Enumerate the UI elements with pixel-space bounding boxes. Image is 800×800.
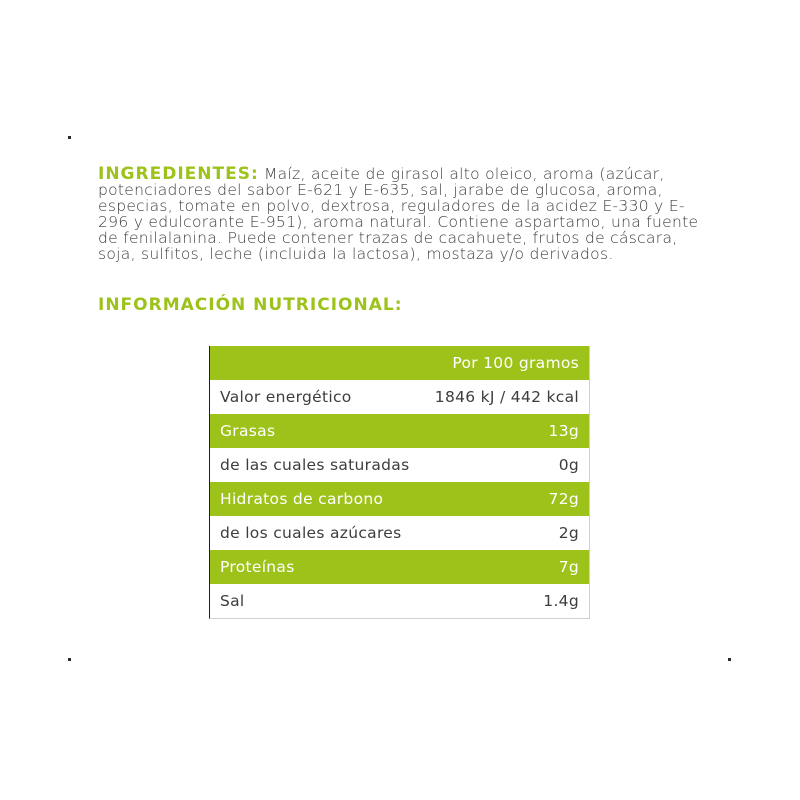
table-header-row [210, 346, 589, 380]
table-row-salt [210, 584, 589, 618]
row-value: 13g [548, 422, 579, 440]
table-row-carbohydrates [210, 482, 589, 516]
row-value: 7g [558, 558, 579, 576]
row-value: 72g [548, 490, 579, 508]
table-row-fat [210, 414, 589, 448]
row-label: Grasas [220, 422, 276, 440]
row-label: de las cuales saturadas [220, 456, 410, 474]
table-row-energy [210, 380, 589, 414]
table-row-saturated [210, 448, 589, 482]
crop-mark-top-left [68, 136, 71, 139]
table-row-sugars [210, 516, 589, 550]
row-value: 1.4g [543, 592, 579, 610]
crop-mark-bottom-right [728, 658, 731, 661]
nutrition-heading: INFORMACIÓN NUTRICIONAL: [98, 295, 403, 315]
row-label: Hidratos de carbono [220, 490, 384, 508]
table-row-protein [210, 550, 589, 584]
row-label: Proteínas [220, 558, 295, 576]
row-value: 1846 kJ / 442 kcal [434, 388, 579, 406]
row-label: Sal [220, 592, 245, 610]
row-value: 0g [558, 456, 579, 474]
ingredients-label: INGREDIENTES: [98, 164, 259, 184]
nutrition-table [209, 346, 590, 619]
row-label: Valor energético [220, 388, 352, 406]
ingredients-paragraph [98, 166, 708, 262]
row-value: 2g [558, 524, 579, 542]
crop-mark-bottom-left [68, 658, 71, 661]
row-label: de los cuales azúcares [220, 524, 402, 542]
column-header: Por 100 gramos [452, 354, 579, 372]
ingredients-text: Maíz, aceite de girasol alto oleico, aroma (azúcar, potenciadores del sabor E-621 y E-635, sal, jarabe de glucosa, aroma, especias, tomate en polvo, dextrosa, reguladores de la acidez E-330 y E-296 y edulcorante E-951), aroma natural. Contiene aspartamo, una fuente de fenilalanina. Puede contener trazas de cacahuete, frutos de cáscara, soja, sulfitos, leche (incluida la lactosa), mostaza y/o derivados. [98, 165, 699, 263]
